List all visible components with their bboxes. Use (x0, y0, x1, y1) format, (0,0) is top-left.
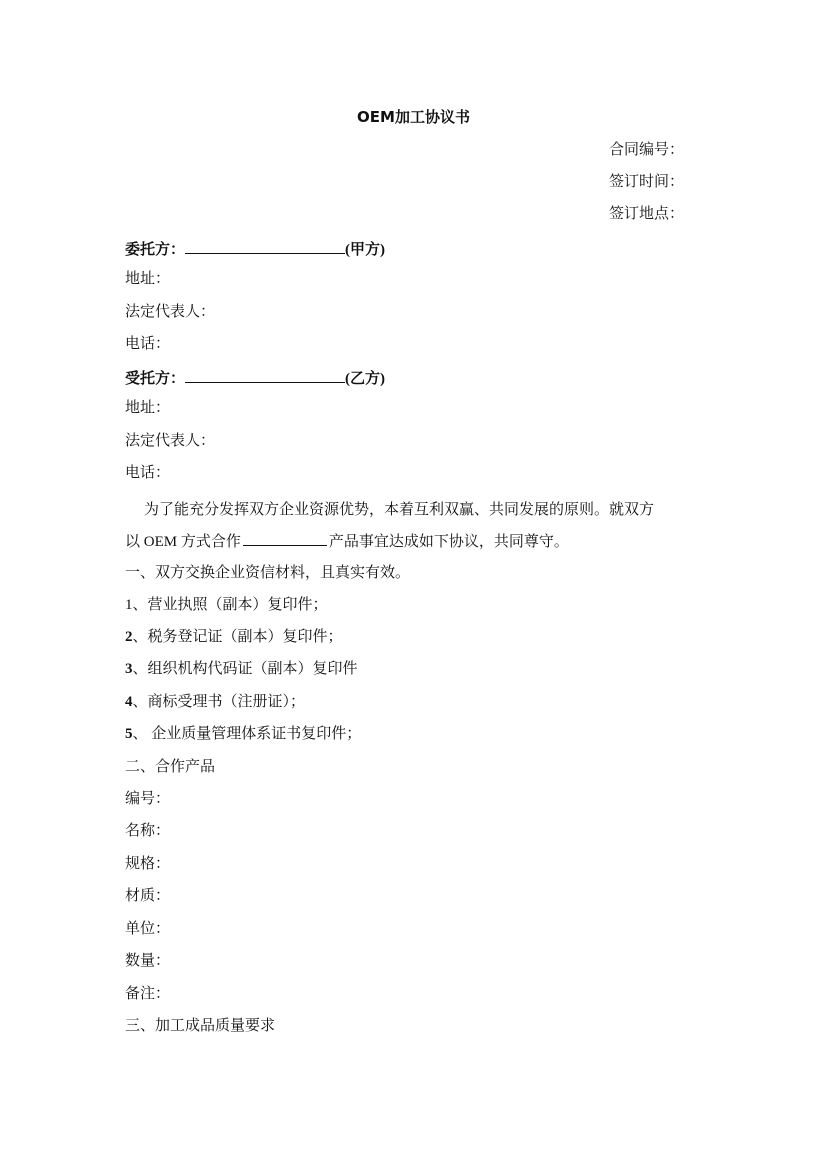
section-1-item (125, 723, 361, 745)
item-number: 2 (125, 629, 133, 645)
product-field-quantity: 数量： (125, 953, 171, 969)
section-1-item (125, 658, 358, 680)
intro-paragraph (125, 494, 705, 558)
party-b-label: 受托方： (125, 371, 186, 387)
intro-line-2-end: 产品事宜达成如下协议，共同尊守。 (328, 534, 569, 550)
sign-place-label: 签订地点： (609, 206, 685, 222)
intro-line-2 (125, 526, 705, 558)
product-field-spec: 规格： (125, 856, 171, 872)
item-number: 3 (125, 661, 133, 677)
product-field-material: 材质： (125, 888, 171, 904)
party-a-address: 地址： (125, 271, 171, 287)
item-number: 1 (125, 597, 133, 613)
contract-number-label: 合同编号： (609, 142, 685, 158)
item-number: 5 (125, 726, 133, 742)
party-b-phone: 电话： (125, 465, 171, 481)
section-1-item (125, 691, 305, 713)
party-b-line (125, 365, 385, 390)
party-a-label: 委托方： (125, 242, 186, 258)
intro-line-2-start: 以 OEM 方式合作 (125, 534, 241, 550)
party-b-representative: 法定代表人： (125, 433, 216, 449)
party-a-line (125, 236, 385, 261)
product-field-name: 名称： (125, 823, 171, 839)
product-blank (243, 528, 327, 546)
section-1-item (125, 626, 343, 648)
party-a-phone: 电话： (125, 336, 171, 352)
section-1-heading: 一、双方交换企业资信材料，且真实有效。 (125, 565, 411, 581)
item-text: 、营业执照（副本）复印件； (132, 597, 328, 613)
party-b-blank (185, 365, 345, 383)
party-b-address: 地址： (125, 400, 171, 416)
section-3-heading: 三、加工成品质量要求 (125, 1018, 276, 1034)
item-text: 、 企业质量管理体系证书复印件； (132, 726, 362, 742)
intro-line-1: 为了能充分发挥双方企业资源优势，本着互利双赢、共同发展的原则。就双方 (144, 502, 655, 518)
item-number: 4 (125, 694, 133, 710)
party-a-suffix: (甲方) (345, 242, 386, 258)
section-1-item (125, 594, 328, 616)
product-field-remarks: 备注： (125, 986, 171, 1002)
item-text: 、组织机构代码证（副本）复印件 (132, 661, 358, 677)
product-field-number: 编号： (125, 791, 171, 807)
product-field-unit: 单位： (125, 921, 171, 937)
party-a-representative: 法定代表人： (125, 304, 216, 320)
party-b-suffix: (乙方) (345, 371, 386, 387)
document-title: OEM加工协议书 (357, 108, 470, 126)
item-text: 、税务登记证（副本）复印件； (132, 629, 343, 645)
party-a-blank (185, 236, 345, 254)
item-text: 、商标受理书（注册证）； (132, 694, 306, 710)
section-2-heading: 二、合作产品 (125, 759, 216, 775)
sign-time-label: 签订时间： (609, 174, 685, 190)
